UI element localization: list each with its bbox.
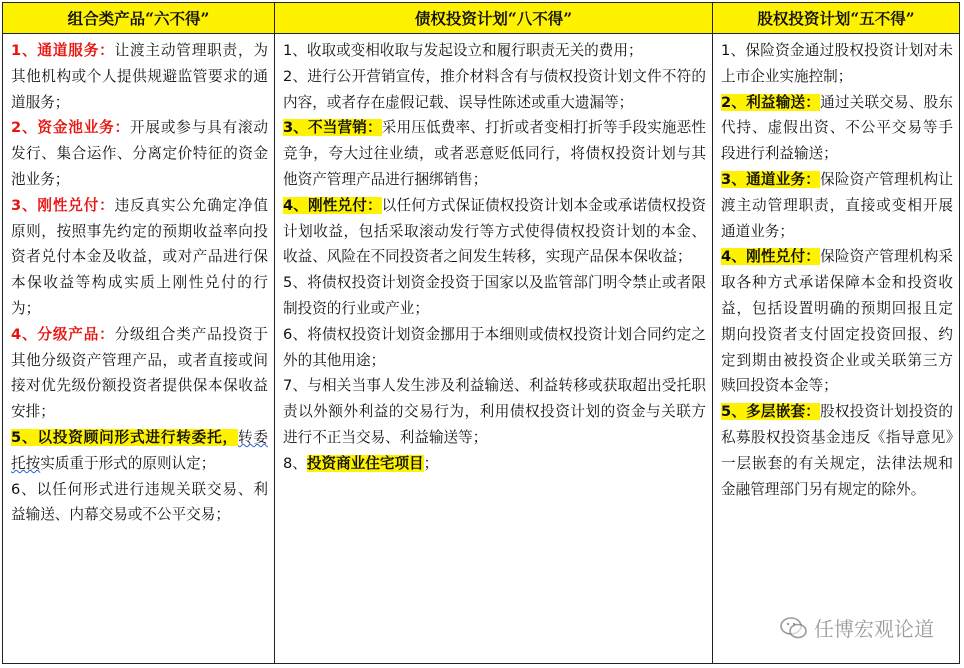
header-row (3, 3, 959, 34)
debt-item7-text: 7、与相关当事人发生涉及利益输送、利益转移或获取超出受托职责以外额外利益的交易行为，利用债权投资计划的资金与关联方进行不正当交易、利益输送等； (283, 377, 706, 446)
combo-item6-text: 6、以任何形式进行违规关联交易、利益输送、内幕交易或不公平交易； (11, 480, 268, 524)
combo-item1-text: 让渡主动管理职责，为其他机构或个人提供规避监管要求的通道服务； (11, 42, 268, 111)
equity-item5-label: 5、多层嵌套： (721, 403, 821, 421)
equity-item1-text: 1、保险资金通过股权投资计划对未上市企业实施控制； (721, 42, 953, 85)
header-combo-products: 组合类产品“六不得” (3, 3, 275, 33)
combo-item5-text-a: 转委托按 (11, 428, 268, 472)
column-combo-products (3, 34, 275, 663)
debt-item2-text: 2、进行公开营销宣传，推介材料含有与债权投资计划文件不符的内容，或者存在虚假记载、误导性陈述或重大遗漏等； (283, 67, 706, 111)
comparison-table (2, 2, 960, 664)
combo-item5-text-b: 实质重于形式的原则认定； (40, 454, 216, 472)
combo-item2-label: 2、资金池业务： (11, 119, 130, 137)
combo-item4-label: 4、分级产品： (11, 325, 115, 343)
column-equity-plan (713, 34, 959, 663)
combo-item3-text: 违反真实公允确定净值原则，按照事先约定的预期收益率向投资者兑付本金及收益，或对产品进行保本保收益等构成实质上刚性兑付的行为； (11, 196, 268, 317)
equity-item2-text: 通过关联交易、股东代持、虚假出资、不公平交易等手段进行利益输送； (721, 93, 953, 163)
combo-item1-label: 1、通道服务： (11, 42, 115, 59)
debt-item3-text: 采用压低费率、打折或者变相打折等手段实施恶性竞争，夸大过往业绩，或者恶意贬低同行，将债权投资计划与其他资产管理产品进行捆绑销售； (283, 119, 706, 188)
combo-item5-label: 5、以投资顾问形式进行转委托， (11, 428, 238, 446)
header-debt-plan: 债权投资计划“八不得” (275, 3, 713, 33)
equity-item3-label: 3、通道业务： (721, 170, 821, 188)
equity-item4-label: 4、刚性兑付： (721, 248, 821, 266)
column-debt-plan (275, 34, 713, 663)
watermark-text: 任博宏观论道 (814, 617, 934, 641)
debt-item8-prefix: 8、 (283, 454, 307, 472)
debt-item5-text: 5、将债权投资计划资金投资于国家以及监管部门明令禁止或者限制投资的行业或产业； (283, 274, 706, 317)
debt-item3-label: 3、不当营销： (283, 119, 382, 137)
debt-item4-text: 以任何方式保证债权投资计划本金或承诺债权投资计划收益，包括采取滚动发行等方式使得债权投资计划的本金、收益、风险在不同投资者之间发生转移，实现产品保本保收益； (283, 196, 706, 266)
equity-item4-text: 保险资产管理机构采取各种方式承诺保障本金和投资收益，包括设置明确的预期回报且定期向投资者支付固定投资回报、约定到期由被投资企业或关联第三方赎回投资本金等； (721, 248, 953, 395)
debt-item8-label: 投资商业住宅项目 (306, 454, 424, 472)
equity-item2-label: 2、利益输送： (721, 93, 821, 111)
combo-item4-text: 分级组合类产品投资于其他分级资产管理产品，或者直接或间接对优先级份额投资者提供保本保收益安排； (11, 325, 268, 421)
debt-item4-label: 4、刚性兑付： (283, 196, 382, 214)
debt-item6-text: 6、将债权投资计划资金挪用于本细则或债权投资计划合同约定之外的其他用途； (283, 325, 706, 369)
debt-item1-text: 1、收取或变相收取与发起设立和履行职责无关的费用； (283, 42, 643, 59)
table-body (3, 34, 959, 663)
equity-item5-text: 股权投资计划投资的私募股权投资基金违反《指导意见》一层嵌套的有关规定，法律法规和金融管理部门另有规定的除外。 (721, 403, 953, 498)
combo-item2-text: 开展或参与具有滚动发行、集合运作、分离定价特征的资金池业务； (11, 119, 268, 188)
header-equity-plan: 股权投资计划“五不得” (757, 9, 915, 28)
combo-item3-label: 3、刚性兑付： (11, 196, 115, 214)
debt-item8-suffix: ； (423, 454, 439, 472)
equity-item3-text: 保险资产管理机构让渡主动管理职责，直接或变相开展通道业务； (721, 170, 953, 240)
